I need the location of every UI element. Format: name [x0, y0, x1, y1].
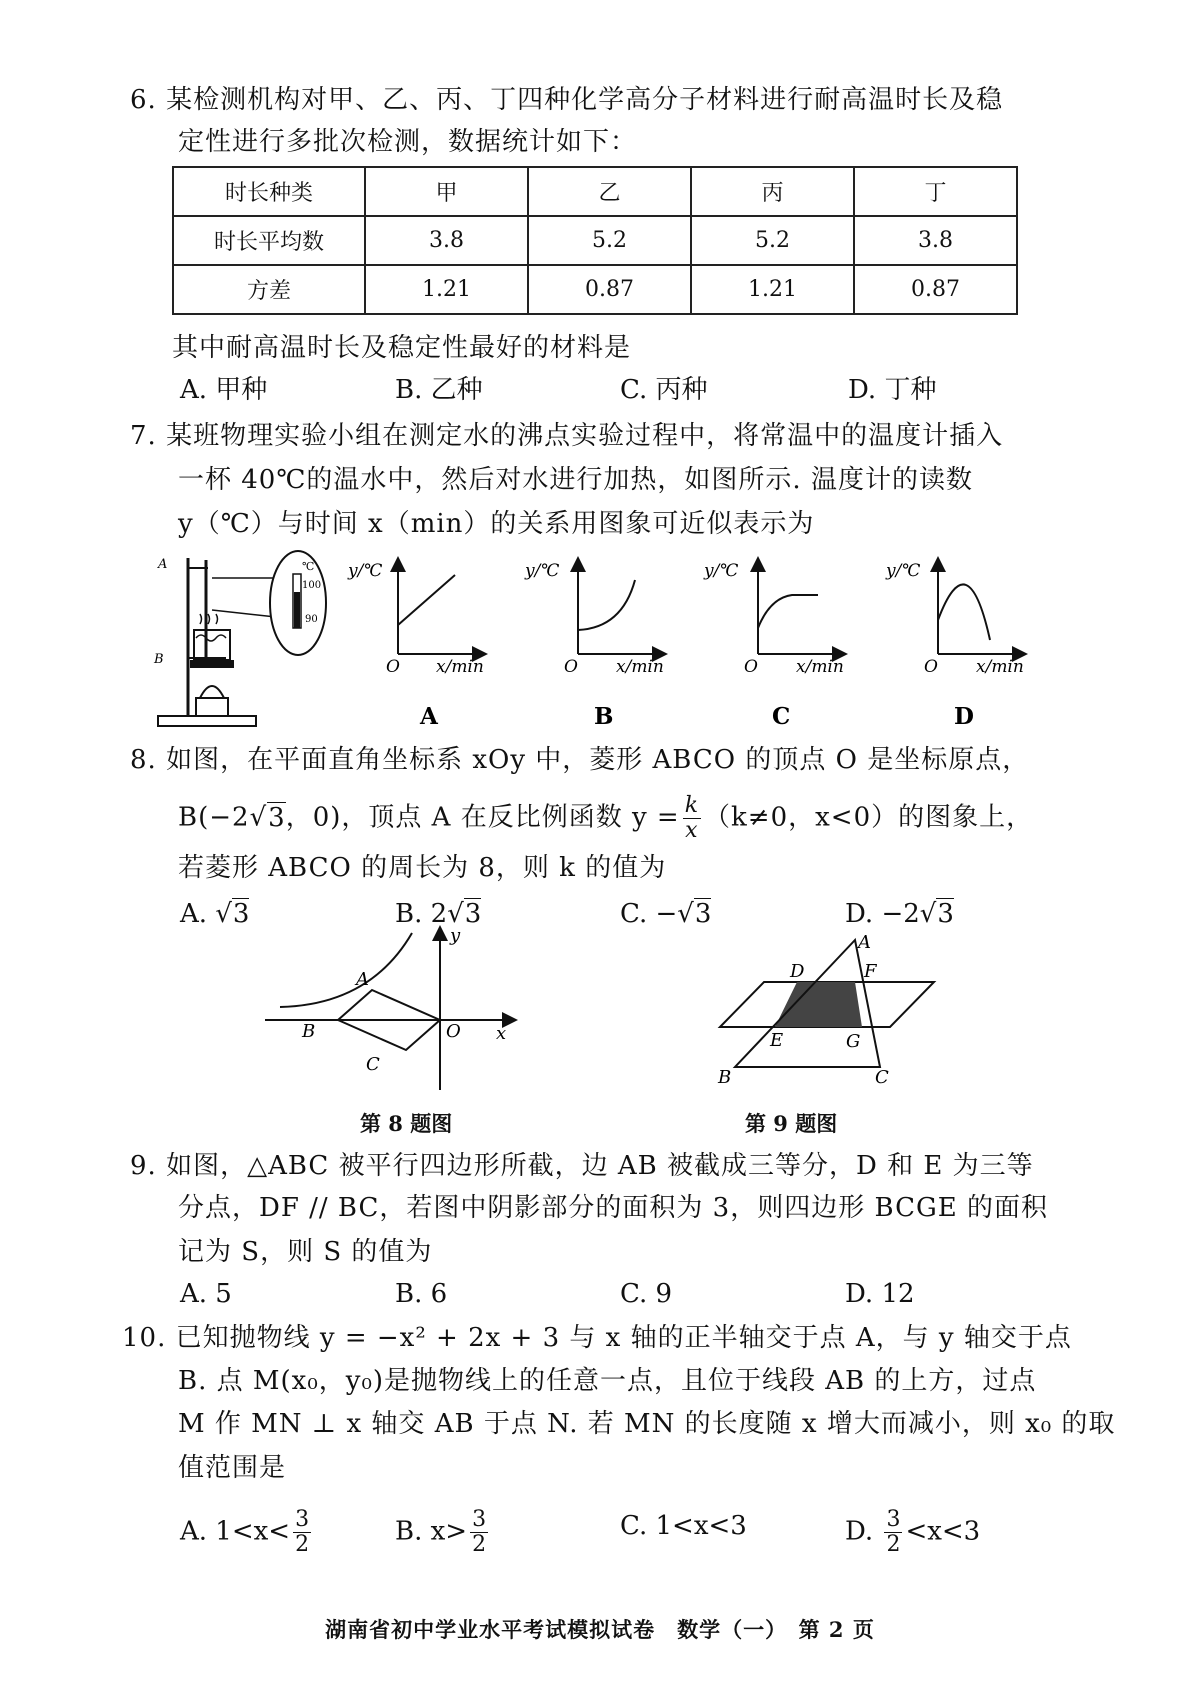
option-radicand: 3: [937, 899, 954, 929]
q10-line1: 10. 已知抛物线 y = −x² + 2x + 3 与 x 轴的正半轴交于点 A，与 y 轴交于点: [122, 1323, 1072, 1353]
graph-b-ylabel: y/℃: [525, 561, 560, 581]
fig8-label-y: y: [450, 925, 461, 946]
fig9-label-e: E: [770, 1030, 784, 1051]
table-cell: 时长平均数: [173, 216, 365, 265]
frac-den: 2: [295, 1532, 310, 1557]
q10-option-d: [845, 1508, 980, 1557]
q8-option-d: D. −2√3: [845, 899, 954, 929]
graph-b: [524, 561, 664, 730]
table-cell: 1.21: [365, 265, 528, 314]
option-text: A. 1<x<: [180, 1516, 291, 1547]
fig9-label-c: C: [875, 1067, 889, 1088]
fig9-label-a: A: [858, 935, 871, 953]
graph-b-xlabel: x/min: [616, 657, 664, 677]
q8-fraction: [683, 794, 701, 843]
table-cell: 1.21: [691, 265, 854, 314]
table-cell: 乙: [528, 167, 691, 216]
graph-c-ylabel: y/℃: [704, 561, 739, 581]
q9-option-b: B. 6: [395, 1279, 448, 1309]
option-radicand: 3: [464, 899, 482, 929]
q10-option-b: [395, 1508, 491, 1557]
table-cell: 3.8: [365, 216, 528, 265]
q9-line2: 分点，DF // BC，若图中阴影部分的面积为 3，则四边形 BCGE 的面积: [178, 1193, 1048, 1223]
q9-caption: 第 9 题图: [745, 1111, 838, 1136]
table-cell: 丙: [691, 167, 854, 216]
q10-option-a: [180, 1508, 314, 1557]
q8-line2-part-d: （k≠0，x<0）的图象上，: [704, 802, 1034, 833]
fig8-label-x: x: [496, 1023, 507, 1044]
graph-b-origin: O: [564, 657, 578, 677]
option-prefix: A.: [180, 899, 216, 929]
fig8-label-c: C: [366, 1054, 380, 1075]
option-radicand: 3: [694, 899, 712, 929]
q9-option-a: A. 5: [180, 1279, 232, 1309]
table-cell: 0.87: [854, 265, 1017, 314]
q8-line1: 8. 如图，在平面直角坐标系 xOy 中，菱形 ABCO 的顶点 O 是坐标原点，: [130, 745, 1030, 775]
table-cell: 3.8: [854, 216, 1017, 265]
q8-option-b: B. 2√3: [395, 899, 482, 929]
table-cell: 甲: [365, 167, 528, 216]
q7-graphs: [340, 550, 1060, 740]
q9-line1: 9. 如图，△ABC 被平行四边形所截，边 AB 被截成三等分，D 和 E 为三等: [130, 1151, 1034, 1181]
q6-line2: 定性进行多批次检测，数据统计如下：: [178, 127, 638, 157]
q6-data-table: [172, 166, 1018, 315]
option-radicand: 3: [232, 899, 250, 929]
q7-line2: 一杯 40℃的温水中，然后对水进行加热，如图所示. 温度计的读数: [178, 465, 973, 495]
frac-num: 3: [886, 1507, 901, 1532]
table-cell: 方差: [173, 265, 365, 314]
heating-apparatus-figure: [150, 548, 330, 733]
option-prefix: C.: [620, 899, 656, 929]
q6-option-b: B. 乙种: [395, 375, 483, 405]
option-text: D.: [845, 1516, 882, 1547]
fig8-label-b: B: [302, 1021, 316, 1042]
q8-figure: [260, 925, 530, 1100]
graph-c-origin: O: [744, 657, 758, 677]
q8-line3: 若菱形 ABCO 的周长为 8，则 k 的值为: [178, 853, 667, 883]
option-text: B. x>: [395, 1516, 468, 1547]
q8-frac-den: x: [685, 818, 699, 843]
graph-a: [347, 561, 484, 730]
table-cell: 时长种类: [173, 167, 365, 216]
fraction: [293, 1508, 311, 1557]
table-cell: 5.2: [528, 216, 691, 265]
graph-a-label: A: [420, 703, 438, 730]
graph-d-ylabel: y/℃: [886, 561, 921, 581]
q6-option-a: A. 甲种: [180, 375, 268, 405]
fig9-label-f: F: [864, 961, 877, 982]
frac-den: 2: [886, 1532, 901, 1557]
table-cell: 5.2: [691, 216, 854, 265]
q7-line1: 7. 某班物理实验小组在测定水的沸点实验过程中，将常温中的温度计插入: [130, 421, 1004, 451]
graph-d-origin: O: [924, 657, 938, 677]
q8-line2-part-a: B(−2: [178, 802, 250, 833]
q8-line2-radicand: 3: [268, 802, 286, 833]
table-row: [173, 216, 1017, 265]
graph-d-xlabel: x/min: [976, 657, 1024, 677]
option-coef: −2: [881, 899, 920, 929]
graph-c-xlabel: x/min: [796, 657, 844, 677]
apparatus-label-a: A: [158, 557, 168, 572]
fraction: [884, 1508, 902, 1557]
table-row: [173, 265, 1017, 314]
q6-option-c: C. 丙种: [620, 375, 708, 405]
apparatus-label-b: B: [154, 652, 164, 667]
q10-option-c: [620, 1508, 747, 1544]
q8-caption: 第 8 题图: [360, 1111, 453, 1136]
graph-c-label: C: [772, 703, 791, 730]
graph-d: [885, 561, 1024, 730]
fig9-label-b: B: [718, 1067, 732, 1088]
q8-option-c: C. −√3: [620, 899, 712, 929]
option-text: C. 1<x<3: [620, 1511, 747, 1541]
q8-line2-part-c: ，0)，顶点 A 在反比例函数 y =: [285, 802, 680, 833]
q9-line3: 记为 S，则 S 的值为: [178, 1237, 433, 1267]
apparatus-tick-100: 100: [302, 580, 322, 591]
q6-question: 其中耐高温时长及稳定性最好的材料是: [172, 333, 632, 363]
q7-line3: y（℃）与时间 x（min）的关系用图象可近似表示为: [178, 509, 815, 539]
frac-den: 2: [472, 1532, 487, 1557]
graph-a-origin: O: [386, 657, 400, 677]
q10-line3: M 作 MN ⊥ x 轴交 AB 于点 N. 若 MN 的长度随 x 增大而减小，则 x₀ 的取: [178, 1409, 1116, 1439]
option-prefix: D.: [845, 899, 882, 929]
table-cell: 0.87: [528, 265, 691, 314]
table-row: [173, 167, 1017, 216]
apparatus-unit: ℃: [302, 560, 315, 573]
q10-line2: B. 点 M(x₀，y₀)是抛物线上的任意一点，且位于线段 AB 的上方，过点: [178, 1366, 1037, 1396]
q9-figure: [710, 935, 960, 1095]
q6-option-d: D. 丁种: [848, 375, 937, 405]
q9-option-d: D. 12: [845, 1279, 915, 1309]
apparatus-tick-90: 90: [305, 614, 318, 625]
option-coef: 2: [430, 899, 448, 929]
table-cell: 丁: [854, 167, 1017, 216]
q8-option-a: A. √3: [180, 899, 250, 929]
option-text: <x<3: [905, 1516, 981, 1547]
q8-frac-num: k: [684, 793, 700, 818]
q10-line4: 值范围是: [178, 1453, 287, 1483]
graph-a-xlabel: x/min: [436, 657, 484, 677]
q9-option-c: C. 9: [620, 1279, 673, 1309]
option-prefix: B.: [395, 899, 431, 929]
graph-a-ylabel: y/℃: [348, 561, 383, 581]
fig8-label-o: O: [446, 1021, 461, 1042]
graph-b-label: B: [594, 703, 614, 730]
graph-c: [703, 561, 844, 730]
option-coef: −: [655, 899, 678, 929]
frac-num: 3: [472, 1507, 487, 1532]
q6-line1: 6. 某检测机构对甲、乙、丙、丁四种化学高分子材料进行耐高温时长及稳: [130, 85, 1004, 115]
fraction: [470, 1508, 488, 1557]
fig9-label-g: G: [846, 1031, 861, 1052]
graph-d-label: D: [954, 703, 974, 730]
fig8-label-a: A: [356, 969, 369, 990]
fig9-label-d: D: [790, 961, 805, 982]
page-footer: 湖南省初中学业水平考试模拟试卷 数学（一） 第 2 页: [325, 1617, 875, 1642]
q8-line2: B(−2√3，0)，顶点 A 在反比例函数 y = $\frac{k}{x}$ （k≠0，x<0）的图象上，: [178, 793, 1034, 843]
frac-num: 3: [295, 1507, 310, 1532]
